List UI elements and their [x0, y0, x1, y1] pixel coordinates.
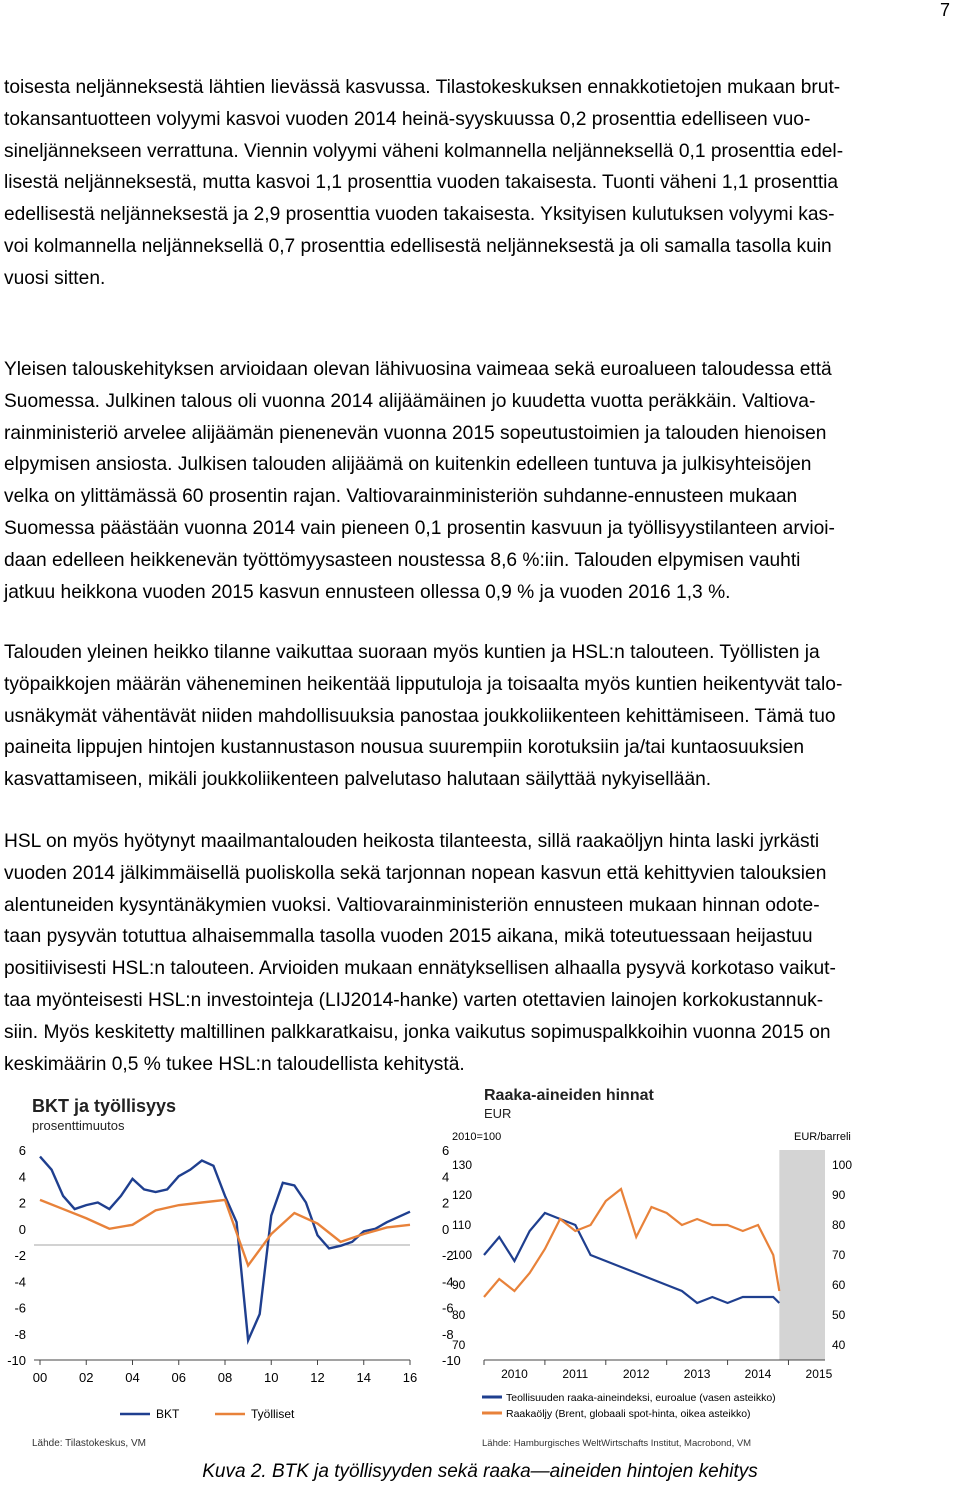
paragraph-4: [4, 826, 950, 1080]
chart1-y-tick: 2: [18, 1195, 26, 1211]
chart1-series-tyolliset: [40, 1200, 410, 1266]
paragraph-3: [4, 637, 950, 796]
chart2-outer-y-tick: 2: [442, 1195, 450, 1211]
page-number: 7: [939, 0, 950, 20]
chart2-outer-y-tick: 0: [442, 1221, 450, 1237]
text-line: rainministeriö arvelee alijäämän pienenevän vuonna 2015 sopeutustoimien ja talouden hienoisen: [4, 422, 827, 444]
chart2-title: Raaka-aineiden hinnat: [484, 1087, 654, 1104]
chart1-y-tick: -4: [14, 1274, 26, 1290]
text-line: Yleisen talouskehityksen arvioidaan olevan lähivuosina vaimeaa sekä euroalueen taloudessa että: [4, 359, 832, 380]
text-line: usnäkymät vähentävät niiden mahdollisuuksia panostaa joukkoliikenteen kehittämiseen. Tämä tuo: [4, 705, 836, 727]
chart2-outer-y-tick: 6: [442, 1143, 450, 1158]
chart1-y-tick: -6: [14, 1300, 26, 1316]
chart2-outer-y-tick: -4: [442, 1274, 454, 1290]
text-line: paineita lippujen hintojen kustannustason nousua suurempiin korotuksiin ja/tai kuntaosuuksien: [4, 737, 805, 759]
chart2-outer-y-tick: 4: [442, 1169, 450, 1185]
text-line: vuosi sitten.: [4, 267, 106, 289]
text-line: edellisestä neljänneksestä ja 2,9 prosenttia vuoden takaisesta. Yksityisen kulutuksen volyymi kas-: [4, 204, 835, 226]
chart2-x-tick: 2011: [562, 1367, 589, 1381]
text-line: toisesta neljänneksestä lähtien lievässä kasvussa. Tilastokeskuksen ennakkotietojen mukaan brut-: [4, 77, 841, 98]
text-line: kasvattamiseen, mikäli joukkoliikenteen palvelutaso halutaan säilyttää nykyisellään.: [4, 769, 712, 791]
text-line: työpaikkojen määrän väheneminen heikentää lipputuloja ja toisaalta myös kuntien heikentyvät talo-: [4, 673, 843, 695]
chart2-right-axis-title: EUR/barreli: [794, 1131, 851, 1143]
text-line: sineljännekseen verrattuna. Viennin volyymi väheni kolmannella neljänneksellä 0,1 prosenttia edel-: [4, 140, 844, 162]
figure-caption: Kuva 2. BTK ja työllisyyden sekä raaka—aineiden hintojen kehitys: [202, 1461, 758, 1482]
chart2-y-right-tick: 100: [832, 1158, 853, 1172]
chart1-x-tick: 06: [171, 1370, 186, 1385]
chart1-x-tick: 04: [125, 1370, 140, 1385]
text-line: elpymisen ansiosta. Julkisen talouden alijäämä on kuitenkin edelleen tuntuva ja julkisyhteisöjen: [4, 454, 812, 476]
chart1-x-tick: 10: [264, 1370, 279, 1385]
chart2-x-tick: 2010: [501, 1367, 528, 1381]
chart2-y-right-tick: 40: [832, 1338, 846, 1352]
text-line: keskimäärin 0,5 % tukee HSL:n taloudellista kehitystä.: [4, 1053, 465, 1075]
paragraph-1: [4, 72, 950, 295]
chart2-outer-y-tick: -6: [442, 1300, 454, 1316]
chart2-y-left-tick: 100: [452, 1248, 473, 1262]
chart1-y-tick: -10: [7, 1353, 26, 1368]
chart2-series-raakaoljy: [484, 1189, 779, 1297]
chart1-y-tick: -8: [14, 1326, 26, 1342]
text-line: tokansantuotteen volyymi kasvoi vuoden 2014 heinä-syyskuussa 0,2 prosenttia edelliseen vuo-: [4, 108, 811, 130]
chart2-legend-raaka: Teollisuuden raaka-aineindeksi, euroalue (vasen asteikko): [506, 1392, 776, 1404]
paragraph-2: [4, 354, 950, 608]
chart1-x-tick: 16: [402, 1370, 418, 1385]
chart1-x-tick: 14: [356, 1370, 371, 1385]
chart2-y-left-tick: 70: [452, 1338, 466, 1352]
chart2-subtitle: EUR: [484, 1106, 512, 1121]
chart1-source: Lähde: Tilastokeskus, VM: [32, 1438, 146, 1449]
text-line: lisestä neljänneksestä, mutta kasvoi 1,1 prosenttia vuoden takaisesta. Tuonti väheni 1,1 prosenttia: [4, 172, 839, 194]
text-line: positiivisesti HSL:n talouteen. Arvioiden mukaan ennätyksellisen alhaalla pysyvä korkotaso vaikut-: [4, 958, 836, 980]
chart2-source: Lähde: Hamburgisches WeltWirtschafts Institut, Macrobond, VM: [482, 1438, 752, 1449]
chart2-y-left-tick: 90: [452, 1278, 466, 1292]
chart2-forecast-shade: [779, 1150, 825, 1360]
chart2-y-right-tick: 70: [832, 1248, 846, 1262]
text-line: jatkuu heikkona vuoden 2015 kasvun ennusteen ollessa 0,9 % ja vuoden 2016 1,3 %.: [4, 581, 731, 603]
chart1-y-tick: 0: [18, 1221, 26, 1237]
text-line: Suomessa. Julkinen talous oli vuonna 2014 alijäämäinen jo kuudetta vuotta peräkkäin. Valtiova-: [4, 390, 816, 412]
chart1-legend-bkt: BKT: [156, 1407, 180, 1421]
chart1-title: BKT ja työllisyys: [32, 1096, 177, 1116]
chart2-x-tick: 2014: [744, 1367, 772, 1381]
chart1-subtitle: prosenttimuutos: [32, 1118, 125, 1133]
text-line: vuoden 2014 jälkimmäisellä puoliskolla sekä tarjonnan nopean kasvun että kehittyvien talouksien: [4, 862, 827, 884]
text-line: daan edelleen heikkenevän työttömyysasteen noustessa 8,6 %:iin. Talouden elpymisen vauhti: [4, 549, 801, 571]
chart2-y-right-tick: 80: [832, 1218, 846, 1232]
text-line: alentuneiden kysyntänäkymien vuoksi. Valtiovarainministeriön ennusteen mukaan hinnan odote-: [4, 894, 820, 916]
chart1-x-tick: 12: [310, 1370, 325, 1385]
chart2-y-left-tick: 80: [452, 1308, 466, 1322]
chart1-x-tick: 08: [217, 1370, 233, 1385]
chart1-y-tick: -2: [14, 1248, 26, 1263]
text-line: HSL on myös hyötynyt maailmantalouden heikosta tilanteesta, sillä raakaöljyn hinta laski jyrkästi: [4, 831, 820, 852]
chart1-x-tick: 02: [79, 1370, 94, 1385]
chart2-series-raaka-aineindeksi: [484, 1213, 779, 1303]
chart-bkt-tyollisyys: [0, 1080, 430, 1460]
text-line: taan pysyvän totuttua alhaisemmalla tasolla vuoden 2015 aikana, mikä toteutuessaan heijastuu: [4, 926, 813, 948]
chart1-x-tick: 00: [32, 1370, 48, 1385]
text-line: Suomessa päästään vuonna 2014 vain pieneen 0,1 prosentin kasvuun ja työllisyystilanteen arvioi-: [4, 517, 835, 539]
text-line: siin. Myös keskitetty maltillinen palkkaratkaisu, jonka vaikutus sopimuspalkkoihin vuonna 2015 on: [4, 1021, 831, 1043]
chart2-x-tick: 2013: [683, 1367, 711, 1381]
chart2-outer-y-tick: -2: [442, 1248, 454, 1263]
chart2-x-tick: 2012: [622, 1367, 650, 1381]
chart2-y-right-tick: 90: [832, 1188, 846, 1202]
text-line: taa myönteisesti HSL:n investointeja (LIJ2014-hanke) varten otettavien lainojen korkokustannuk-: [4, 989, 824, 1011]
chart1-series-bkt: [40, 1157, 410, 1341]
chart2-y-right-tick: 50: [832, 1308, 846, 1322]
chart2-y-left-tick: 130: [452, 1158, 473, 1172]
chart2-x-tick: 2015: [805, 1367, 833, 1381]
chart1-y-tick: 6: [18, 1143, 26, 1158]
chart2-left-axis-title: 2010=100: [452, 1131, 502, 1143]
chart2-legend-oljy: Raakaöljy (Brent, globaali spot-hinta, oikea asteikko): [506, 1408, 751, 1420]
chart-raaka-aineiden-hinnat: [440, 1080, 870, 1460]
chart1-y-tick: 4: [18, 1169, 26, 1185]
chart2-y-left-tick: 120: [452, 1188, 473, 1202]
chart2-y-left-tick: 110: [452, 1218, 472, 1232]
chart2-outer-y-tick: -8: [442, 1326, 454, 1342]
chart2-y-right-tick: 60: [832, 1278, 846, 1292]
text-line: voi kolmannella neljänneksellä 0,7 prosenttia edellisestä neljänneksestä ja oli samalla tasolla kuin: [4, 235, 832, 257]
chart1-legend-tyolliset: Työlliset: [251, 1407, 295, 1421]
text-line: velka on ylittämässä 60 prosentin rajan. Valtiovarainministeriön suhdanne-ennusteen mukaan: [4, 486, 798, 508]
chart2-outer-y-tick: -10: [442, 1353, 461, 1368]
text-line: Talouden yleinen heikko tilanne vaikuttaa suoraan myös kuntien ja HSL:n talouteen. Työllisten ja: [4, 642, 820, 663]
